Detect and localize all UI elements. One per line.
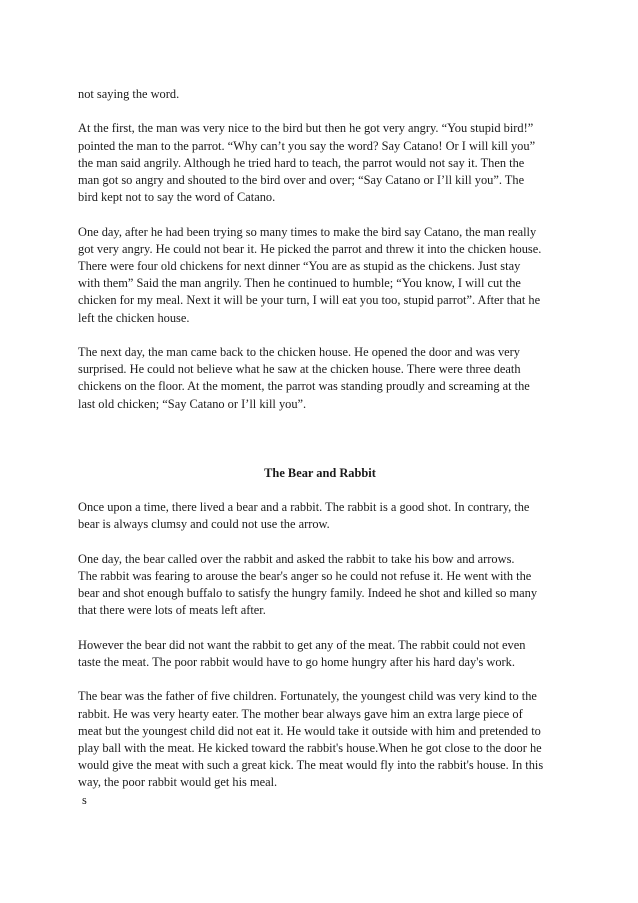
story2-paragraph-3: However the bear did not want the rabbit to get any of the meat. The rabbit could not even taste the meat. The poor rabbit would have to go home hungry after his hard day's work. [78,637,526,669]
document-page [78,86,562,809]
story2-paragraph-1: Once upon a time, there lived a bear and a rabbit. The rabbit is a good shot. In contrary, the bear is always clumsy and could not use the arrow. [78,500,530,532]
stray-character: s [82,792,87,807]
story1-paragraph-3: One day, after he had been trying so many times to make the bird say Catano, the man really got very angry. He could not bear it. He picked the parrot and threw it into the chicken house. There were four old chickens for next dinner “You are as stupid as the chickens. Just stay with them” Said the man angrily. Then he continued to humble; “You know, I will cut the chicken for my meal. Next it will be your turn, I will eat you too, stupid parrot”. After that he left the chicken house. [78,224,542,325]
story1-paragraph-4: The next day, the man came back to the chicken house. He opened the door and was very surprised. He could not believe what he saw at the chicken house. There were three death chickens on the floor. At the moment, the parrot was standing proudly and screaming at the last old chicken; “Say Catano or I’ll kill you”. [78,345,530,411]
story1-paragraph-1: not saying the word. [78,87,180,101]
story1-paragraph-2: At the first, the man was very nice to the bird but then he got very angry. “You stupid bird!” pointed the man to the parrot. “Why can’t you say the word? Say Catano! Or I will kill you” the man said angrily. Although he tried hard to teach, the parrot would not say it. Then the man got so angry and shouted to the bird over and over; “Say Catano or I’ll kill you”. The bird kept not to say the word of Catano. [78,121,536,205]
section-spacer [78,413,562,465]
story2-paragraph-4: The bear was the father of five children. Fortunately, the youngest child was very kind to the rabbit. He was very hearty eater. The mother bear always gave him an extra large piece of meat but the youngest child did not eat it. He would take it outside with him and pretended to play ball with the meat. He kicked toward the rabbit's house.When he got close to the door he would give the meat with such a great kick. The meat would fly into the rabbit's house. In this way, the poor rabbit would get his meal. [78,689,544,790]
story2-title: The Bear and Rabbit [264,465,376,480]
story2-paragraph-2: One day, the bear called over the rabbit and asked the rabbit to take his bow and arrows. The rabbit was fearing to arouse the bear's anger so he could not refuse it. He went with the bear and shot enough buffalo to satisfy the hungry family. Indeed he shot and killed so many that there were lots of meats left after. [78,551,538,618]
